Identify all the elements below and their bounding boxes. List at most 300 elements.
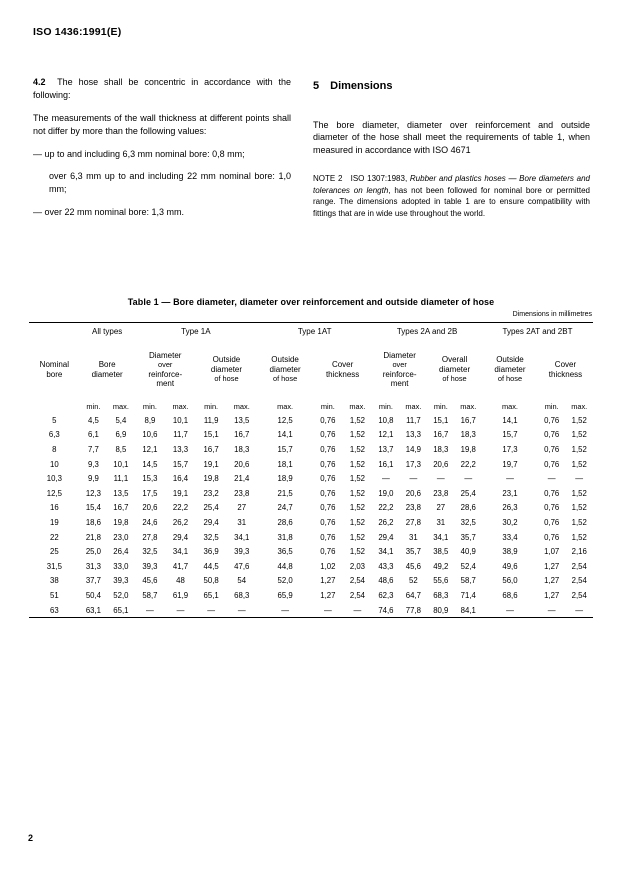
table-cell: 21,5 xyxy=(277,488,293,498)
table-cell: 15,3 xyxy=(142,474,158,484)
table-cell: 25,0 xyxy=(85,547,101,557)
table-caption: Table 1 — Bore diameter, diameter over reinforcement and outside diameter of hose xyxy=(127,297,495,307)
table-cell: 29,4 xyxy=(172,532,189,542)
table-cell: 6,1 xyxy=(87,430,99,440)
table-row xyxy=(29,428,593,443)
table-cell: — xyxy=(436,474,445,484)
table-cell: 16,7 xyxy=(234,430,250,440)
table-cell: 21,8 xyxy=(85,532,101,542)
table-cell: 13,5 xyxy=(113,488,129,498)
table-cell: 39,3 xyxy=(142,561,158,571)
table-cell: 32,5 xyxy=(142,547,158,557)
table-cell: 2,54 xyxy=(349,590,365,600)
table-cell: 29,4 xyxy=(203,517,219,527)
table-cell: 31 xyxy=(237,517,247,527)
cell-nominal-bore: 51 xyxy=(50,590,59,600)
table-cell: 71,4 xyxy=(460,590,476,600)
clause-number: 4.2 xyxy=(33,77,46,87)
table-cell: — xyxy=(464,474,473,484)
table-cell: 14,1 xyxy=(277,430,293,440)
table-cell: 23,8 xyxy=(433,488,449,498)
table-body xyxy=(29,323,593,618)
table-cell: 47,6 xyxy=(234,561,250,571)
table-cell: 34,1 xyxy=(172,547,189,557)
table-cell: 8,5 xyxy=(115,444,127,454)
table-cell: 19,7 xyxy=(502,459,518,469)
row-header-nominal-bore: Nominal bore xyxy=(39,359,70,379)
table-cell: 9,9 xyxy=(87,474,99,484)
table-cell: 18,3 xyxy=(460,430,476,440)
table-cell: 15,1 xyxy=(433,415,449,425)
table-cell: 32,5 xyxy=(460,517,476,527)
table-cell: 23,8 xyxy=(405,503,421,513)
table-cell: 16,7 xyxy=(113,503,129,513)
table-cell: 14,9 xyxy=(405,444,421,454)
cell-nominal-bore: 19 xyxy=(50,517,59,527)
table-cell: 29,4 xyxy=(378,532,394,542)
table-cell: 19,0 xyxy=(378,488,394,498)
table-units-note: Dimensions in millimetres xyxy=(512,311,592,318)
table-cell: 1,27 xyxy=(320,576,336,586)
table-cell: 6,9 xyxy=(115,430,127,440)
cell-nominal-bore: 63 xyxy=(50,605,59,615)
table-cell: 16,1 xyxy=(378,459,394,469)
subheader-2at2bt-outside-diameter: Outside diameter of hose xyxy=(494,355,526,384)
table-cell: 0,76 xyxy=(544,459,560,469)
table-cell: 28,6 xyxy=(277,517,293,527)
table-cell: 0,76 xyxy=(320,474,336,484)
table-cell: — xyxy=(575,474,584,484)
table-cell: 2,54 xyxy=(571,576,587,586)
table-cell: 23,2 xyxy=(203,488,219,498)
table-cell: 9,3 xyxy=(87,459,99,469)
table-cell: — xyxy=(353,605,362,615)
clause-text: The hose shall be concentric in accordance with the following: xyxy=(33,77,292,100)
table-row xyxy=(29,501,593,516)
table-cell: 1,27 xyxy=(320,590,336,600)
table-cell: 61,9 xyxy=(172,590,189,600)
spacer xyxy=(33,195,291,206)
table-cell: 24,6 xyxy=(142,517,158,527)
table-cell: 41,7 xyxy=(172,561,189,571)
subheader-1a-outside-diameter: Outside diameter of hose xyxy=(210,355,243,384)
table-cell: 45,6 xyxy=(142,576,158,586)
table-cell: 34,1 xyxy=(234,532,250,542)
table-cell: 21,4 xyxy=(234,474,250,484)
table-cell: 13,5 xyxy=(234,415,250,425)
table-row xyxy=(29,603,593,618)
table-cell: 33,0 xyxy=(113,561,129,571)
table-cell: 0,76 xyxy=(320,459,336,469)
table-cell: 1,52 xyxy=(571,415,587,425)
minmax-col-6: max. xyxy=(233,401,250,411)
note-text-part1: ISO 1307:1983, xyxy=(350,174,410,184)
minmax-col-13: max. xyxy=(460,401,477,411)
table-cell: 0,76 xyxy=(544,415,560,425)
table-cell: 64,7 xyxy=(405,590,421,600)
table-cell: 7,7 xyxy=(87,444,99,454)
table-cell: 1,52 xyxy=(349,444,365,454)
table-cell: 1,52 xyxy=(349,430,365,440)
table-cell: 33,4 xyxy=(502,532,518,542)
subheader-bore-diameter: Bore diameter xyxy=(91,360,123,379)
group-types-2at-2bt: Types 2AT and 2BT xyxy=(502,327,573,336)
cell-nominal-bore: 22 xyxy=(50,532,59,542)
group-header-row xyxy=(29,323,593,341)
minmax-col-5: min. xyxy=(204,401,219,411)
table-cell: 8,9 xyxy=(144,415,156,425)
table-cell: 38,5 xyxy=(433,547,449,557)
table-cell: 48,6 xyxy=(378,576,394,586)
table-cell: 1,52 xyxy=(349,547,365,557)
table-cell: 1,52 xyxy=(571,430,587,440)
table-cell: 35,7 xyxy=(405,547,421,557)
cell-nominal-bore: 31,5 xyxy=(46,561,62,571)
minmax-col-15: min. xyxy=(544,401,559,411)
table-cell: 1,52 xyxy=(571,444,587,454)
wall-thickness-paragraph: The measurements of the wall thickness at different points shall not differ by more than the following values: xyxy=(33,113,291,136)
table-cell: 50,8 xyxy=(203,576,219,586)
table-cell: — xyxy=(382,474,390,484)
cell-nominal-bore: 10 xyxy=(50,459,59,469)
table-cell: — xyxy=(575,605,584,615)
table-cell: 14,1 xyxy=(502,415,518,425)
table-cell: 27 xyxy=(237,503,247,513)
table-cell: 0,76 xyxy=(544,488,560,498)
table-cell: 49,2 xyxy=(433,561,449,571)
table-row xyxy=(29,471,593,486)
table-cell: 1,52 xyxy=(571,488,587,498)
table-cell: 15,7 xyxy=(172,459,189,469)
table-cell: 17,3 xyxy=(405,459,421,469)
table-cell: 1,27 xyxy=(544,590,560,600)
minmax-col-12: min. xyxy=(433,401,448,411)
table-cell: 11,9 xyxy=(203,415,219,425)
table-cell: 11,7 xyxy=(173,430,188,440)
table-cell: 19,1 xyxy=(172,488,189,498)
table-cell: 0,76 xyxy=(320,547,336,557)
table-cell: 1,27 xyxy=(544,561,560,571)
table-cell: 5,4 xyxy=(115,415,127,425)
table-cell: 1,52 xyxy=(349,459,365,469)
subheader-2at2bt-cover-thickness: Cover thickness xyxy=(548,360,583,379)
table-cell: 12,1 xyxy=(378,430,394,440)
table-cell: 26,3 xyxy=(502,503,518,513)
group-type-1a: Type 1A xyxy=(181,327,211,336)
table-cell: 0,76 xyxy=(544,430,560,440)
table-cell: 11,7 xyxy=(406,415,421,425)
table-cell: — xyxy=(176,605,185,615)
table-cell: 19,1 xyxy=(203,459,219,469)
table-cell: 50,4 xyxy=(85,590,101,600)
group-type-1at: Type 1AT xyxy=(297,327,332,336)
right-text-column xyxy=(313,80,590,219)
minmax-col-9: max. xyxy=(349,401,366,411)
table-cell: 25,4 xyxy=(203,503,219,513)
table-cell: 25,4 xyxy=(460,488,476,498)
table-cell: 26,2 xyxy=(378,517,394,527)
table-cell: 34,1 xyxy=(433,532,449,542)
table-row xyxy=(29,442,593,457)
table-cell: 32,5 xyxy=(203,532,219,542)
table-cell: 13,3 xyxy=(405,430,421,440)
table-cell: 10,6 xyxy=(142,430,158,440)
table-cell: 15,7 xyxy=(502,430,518,440)
clause-4-2-paragraph xyxy=(33,76,291,101)
table-cell: 1,27 xyxy=(544,576,560,586)
minmax-col-4: max. xyxy=(172,401,189,411)
table-cell: 52 xyxy=(409,576,418,586)
table-cell: 22,2 xyxy=(460,459,476,469)
table-cell: 44,8 xyxy=(277,561,293,571)
table-cell: 49,6 xyxy=(502,561,518,571)
cell-nominal-bore: 6,3 xyxy=(48,430,60,440)
table-cell: 1,52 xyxy=(571,532,587,542)
table-cell: — xyxy=(409,474,418,484)
table-row xyxy=(29,588,593,603)
note-label: NOTE 2 xyxy=(313,174,343,184)
table-cell: 65,1 xyxy=(203,590,219,600)
table-cell: 0,76 xyxy=(320,517,336,527)
table-cell: 58,7 xyxy=(460,576,476,586)
table-cell: 39,3 xyxy=(113,576,129,586)
table-cell: 10,8 xyxy=(378,415,394,425)
table-cell: 0,76 xyxy=(320,532,336,542)
table-cell: 52,4 xyxy=(460,561,476,571)
table-cell: 4,5 xyxy=(87,415,99,425)
table-cell: 15,4 xyxy=(85,503,101,513)
cell-nominal-bore: 5 xyxy=(52,415,57,425)
cell-nominal-bore: 8 xyxy=(52,444,57,454)
table-cell: 74,6 xyxy=(378,605,394,615)
table-cell: — xyxy=(506,605,514,615)
minmax-col-7: max. xyxy=(277,401,294,411)
table-cell: 19,8 xyxy=(203,474,219,484)
table-cell: 2,54 xyxy=(349,576,365,586)
group-all-types: All types xyxy=(92,327,123,336)
table-cell: 19,8 xyxy=(113,517,129,527)
table-cell: 65,9 xyxy=(277,590,293,600)
sub-header-row xyxy=(29,340,593,399)
table-cell: 68,6 xyxy=(502,590,518,600)
table-cell: 1,02 xyxy=(320,561,336,571)
table-cell: 27,8 xyxy=(142,532,158,542)
table-cell: — xyxy=(237,605,246,615)
table-cell: 62,3 xyxy=(378,590,394,600)
table-cell: 13,7 xyxy=(378,444,394,454)
table-cell: 23,0 xyxy=(113,532,129,542)
table-cell: 14,5 xyxy=(142,459,158,469)
table-cell: 15,7 xyxy=(277,444,293,454)
table-cell: 20,6 xyxy=(405,488,421,498)
table-cell: 0,76 xyxy=(544,532,560,542)
section-heading xyxy=(313,80,590,93)
tolerance-item-1: — up to and including 6,3 mm nominal bore: 0,8 mm; xyxy=(33,149,245,160)
table-cell: 34,1 xyxy=(378,547,394,557)
table-cell: 1,52 xyxy=(349,517,365,527)
tolerance-item-3: — over 22 mm nominal bore: 1,3 mm. xyxy=(33,207,185,218)
table-cell: 0,76 xyxy=(320,430,336,440)
minmax-col-1: min. xyxy=(86,401,101,411)
table-cell: — xyxy=(547,474,556,484)
minmax-col-14: max. xyxy=(501,401,518,411)
table-cell: 48 xyxy=(176,576,185,586)
table-cell: 1,52 xyxy=(571,517,587,527)
table-cell: 20,6 xyxy=(433,459,449,469)
table-cell: 10,1 xyxy=(113,459,129,469)
table-cell: 52,0 xyxy=(277,576,293,586)
section-title: Dimensions xyxy=(330,80,393,92)
subheader-1at-cover-thickness: Cover thickness xyxy=(325,360,360,379)
cell-nominal-bore: 16 xyxy=(50,503,59,513)
table-cell: 0,76 xyxy=(544,517,560,527)
table-cell: 16,7 xyxy=(203,444,219,454)
table-cell: 2,16 xyxy=(571,547,587,557)
table-cell: 1,52 xyxy=(571,503,587,513)
table-cell: 2,03 xyxy=(349,561,365,571)
table-cell: 16,7 xyxy=(460,415,476,425)
table-cell: 19,8 xyxy=(460,444,476,454)
table-cell: 31 xyxy=(436,517,446,527)
table-row xyxy=(29,457,593,472)
table-cell: 0,76 xyxy=(544,444,560,454)
table-cell: 84,1 xyxy=(460,605,476,615)
table-cell: 12,1 xyxy=(142,444,158,454)
table-cell: 0,76 xyxy=(320,444,336,454)
table-cell: — xyxy=(281,605,289,615)
table-cell: 1,52 xyxy=(349,488,365,498)
table-row xyxy=(29,486,593,501)
cell-nominal-bore: 10,3 xyxy=(46,474,62,484)
table-cell: 22,2 xyxy=(172,503,189,513)
table-cell: 16,4 xyxy=(172,474,189,484)
table-cell: — xyxy=(506,474,514,484)
table-cell: 0,76 xyxy=(320,503,336,513)
table-cell: 65,1 xyxy=(113,605,129,615)
page-number: 2 xyxy=(28,833,34,843)
table-cell: 24,7 xyxy=(277,503,293,513)
table-cell: 27 xyxy=(436,503,446,513)
table-cell: — xyxy=(547,605,556,615)
table-row xyxy=(29,574,593,589)
document-header: ISO 1436:1991(E) xyxy=(33,26,122,38)
minmax-col-8: min. xyxy=(320,401,335,411)
table-cell: 22,2 xyxy=(378,503,394,513)
table-cell: 18,1 xyxy=(277,459,293,469)
minmax-col-3: min. xyxy=(142,401,157,411)
minmax-blank xyxy=(29,399,80,413)
table-cell: 23,1 xyxy=(502,488,518,498)
table-cell: 26,4 xyxy=(113,547,129,557)
table-cell: 30,2 xyxy=(502,517,518,527)
table-cell: 12,5 xyxy=(277,415,293,425)
table-cell: 63,1 xyxy=(85,605,101,615)
table-cell: 31,8 xyxy=(277,532,293,542)
note-italic-title: Rubber and plastics hoses — Bore diameters and tolerances on length xyxy=(313,174,591,195)
table-cell: 28,6 xyxy=(460,503,476,513)
left-text-column xyxy=(33,76,291,219)
table-row xyxy=(29,544,593,559)
table-cell: 2,54 xyxy=(571,561,587,571)
table-cell: 0,76 xyxy=(320,415,336,425)
table-cell: 12,3 xyxy=(85,488,101,498)
table-cell: 68,3 xyxy=(234,590,250,600)
table-cell: 23,8 xyxy=(234,488,250,498)
minmax-header-row xyxy=(29,399,593,413)
table-row xyxy=(29,559,593,574)
table-cell: 54 xyxy=(237,576,247,586)
table-cell: 17,3 xyxy=(502,444,518,454)
subheader-2a2b-diameter-over-reinforcement: Diameter over reinforce- ment xyxy=(382,350,417,388)
table-row xyxy=(29,515,593,530)
table-cell: 18,3 xyxy=(433,444,449,454)
table-cell: 20,6 xyxy=(142,503,158,513)
cell-nominal-bore: 25 xyxy=(50,547,59,557)
minmax-col-10: min. xyxy=(378,401,393,411)
table-cell: 43,3 xyxy=(378,561,394,571)
table-cell: 36,9 xyxy=(203,547,219,557)
table-cell: 37,7 xyxy=(85,576,101,586)
table-row xyxy=(29,413,593,428)
minmax-col-11: max. xyxy=(405,401,422,411)
table-cell: 1,52 xyxy=(349,503,365,513)
table-cell: 45,6 xyxy=(405,561,421,571)
tolerance-item-2: over 6,3 mm up to and including 22 mm nominal bore: 1,0 mm; xyxy=(49,170,291,194)
table-cell: 44,5 xyxy=(203,561,219,571)
table-1-wrapper xyxy=(29,322,593,618)
table-cell: 10,1 xyxy=(172,415,189,425)
table-cell: 18,9 xyxy=(277,474,293,484)
cell-nominal-bore: 38 xyxy=(50,576,59,586)
table-cell: 18,3 xyxy=(234,444,250,454)
table-cell: 0,76 xyxy=(320,488,336,498)
table-cell: 1,52 xyxy=(349,532,365,542)
table-cell: 1,52 xyxy=(349,474,365,484)
table-cell: 36,5 xyxy=(277,547,293,557)
subheader-2a2b-overall-diameter: Overall diameter of hose xyxy=(438,355,471,384)
table-cell: — xyxy=(207,605,216,615)
table-cell: 2,54 xyxy=(571,590,587,600)
dimensions-paragraph: The bore diameter, diameter over reinforcement and outside diameter of the hose shall meet the requirements of table 1, when measured in accordance with ISO 4671 xyxy=(313,119,590,155)
table-cell: — xyxy=(323,605,332,615)
table-1 xyxy=(29,322,593,618)
table-cell: 55,6 xyxy=(433,576,449,586)
table-cell: 27,8 xyxy=(405,517,421,527)
table-cell: 1,52 xyxy=(571,459,587,469)
section-number: 5 xyxy=(313,80,320,92)
minmax-col-16: max. xyxy=(571,401,588,411)
table-cell: 39,3 xyxy=(234,547,250,557)
table-cell: 52,0 xyxy=(113,590,129,600)
subheader-1a-diameter-over-reinforcement: Diameter over reinforce- ment xyxy=(148,350,183,388)
table-cell: 31 xyxy=(409,532,418,542)
table-cell: 18,6 xyxy=(85,517,101,527)
table-cell: 26,2 xyxy=(172,517,189,527)
subheader-1at-outside-diameter: Outside diameter of hose xyxy=(269,355,301,384)
cell-nominal-bore: 12,5 xyxy=(46,488,62,498)
table-cell: 1,07 xyxy=(544,547,560,557)
group-types-2a-2b: Types 2A and 2B xyxy=(396,327,458,336)
table-cell: 13,3 xyxy=(172,444,189,454)
table-cell: 1,52 xyxy=(349,415,365,425)
table-cell: 40,9 xyxy=(460,547,476,557)
table-cell: 38,9 xyxy=(502,547,518,557)
table-cell: 17,5 xyxy=(142,488,158,498)
note-2 xyxy=(313,173,590,219)
table-cell: 0,76 xyxy=(544,503,560,513)
table-cell: 58,7 xyxy=(142,590,158,600)
group-corner-cell xyxy=(29,323,80,341)
